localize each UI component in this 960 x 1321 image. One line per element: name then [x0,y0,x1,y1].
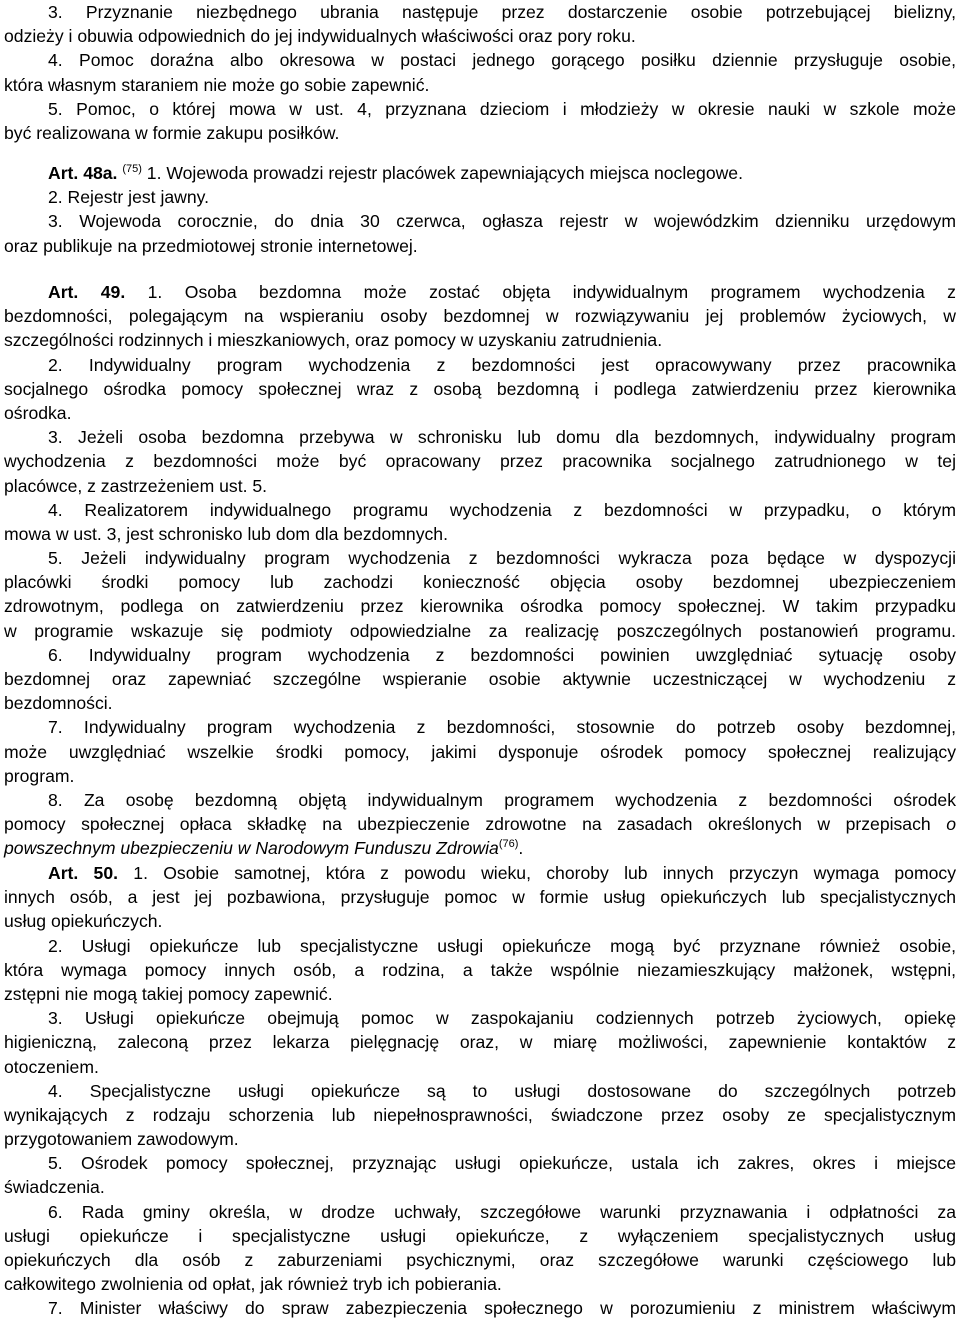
text-line: 5. Ośrodek pomocy społecznej, przyznając usługi opiekuńcze, ustala ich zakres, okres i miejsce [48,1153,956,1174]
text-line: zstępni nie mogą takiej pomocy zapewnić. [4,983,333,1004]
text-line [4,836,956,860]
text-line: usługi opiekuńcze i specjalistyczne usługi opiekuńcze, z wyłączeniem specjalistycznych usług [4,1225,956,1246]
text-line [4,812,956,836]
text-line: 7. Minister właściwy do spraw zabezpieczenia społecznego w porozumieniu z ministrem właściwym [48,1298,956,1319]
text-line: przygotowaniem zawodowym. [4,1129,239,1150]
text-line: 2. Indywidualny program wychodzenia z bezdomności jest opracowywany przez pracownika [48,354,956,375]
text-line: świadczenia. [4,1177,105,1198]
article-number: Art. 48a. [48,163,118,183]
text-line: 5. Pomoc, o której mowa w ust. 4, przyznana dzieciom i młodzieży w okresie nauki w szkole może [48,98,956,119]
text-line: 4. Realizatorem indywidualnego programu wychodzenia z bezdomności w przypadku, o którym [48,499,956,520]
text-line: całkowitego zwolnienia od opłat, jak również tryb ich pobierania. [4,1274,502,1295]
text-line: mowa w ust. 3, jest schronisko lub dom dla bezdomnych. [4,523,448,544]
text-line: odzieży i obuwia odpowiednich do jej indywidualnych właściwości oraz pory roku. [4,26,636,47]
footnote-ref: (76) [498,838,519,851]
text-line: placówki środki pomocy lub zachodzi konieczność objęcia osoby bezdomnej ubezpieczeniem [4,572,956,593]
text-line: oraz publikuje na przedmiotowej stronie internetowej. [4,235,418,256]
text-line: wynikających z rodzaju schorzenia lub niepełnosprawności, świadczone przez osoby ze specjalistycznym [4,1104,956,1125]
text-line: 6. Rada gminy określa, w drodze uchwały, szczegółowe warunki przyznawania i odpłatności za [48,1201,956,1222]
text-line: 8. Za osobę bezdomną objętą indywidualnym programem wychodzenia z bezdomności ośrodek [48,789,956,810]
text-line: 4. Pomoc doraźna albo okresowa w postaci jednego gorącego posiłku dziennie przysługuje osobie, [48,50,956,71]
text-span: 1. Osoba bezdomna może zostać objęta indywidualnym programem wychodzenia z [125,282,956,302]
text-line: opiekuńczych dla osób z zaburzeniami psychicznymi, oraz szczegółowe warunki częściowego lub [4,1250,956,1270]
article-block [4,161,956,258]
text-line [4,280,956,304]
text-line: 2. Rejestr jest jawny. [48,187,210,208]
footnote-ref: (75) [122,163,142,175]
text-line: może uwzględniać wszelkie środki pomocy, jakimi dysponuje ośrodek pomocy społecznej realizujący [4,741,956,762]
text-line: 3. Jeżeli osoba bezdomna przebywa w schronisku lub domu dla bezdomnych, indywidualny program [48,427,956,448]
text-line: która wymaga pomocy innych osób, a rodzina, a także wspólnie niezamieszkujący małżonek, wstępni, [4,959,956,980]
text-span: 1. Wojewoda prowadzi rejestr placówek zapewniających miejsca noclegowe. [141,163,743,183]
text-span: 1. Osobie samotnej, która z powodu wieku, choroby lub innych przyczyn wymaga pomocy [118,863,956,883]
text-span: o [946,814,956,835]
text-line: bezdomnej oraz zapewniać szczególne wspieranie osobie aktywnie uczestniczącej w wychodzeniu z [4,669,956,689]
text-span: powszechnym ubezpieczeniu w Narodowym Funduszu Zdrowia [4,838,499,859]
text-line: 3. Usługi opiekuńcze obejmują pomoc w zaspokajaniu codziennych potrzeb życiowych, opiekę [48,1008,956,1029]
text-line: 6. Indywidualny program wychodzenia z bezdomności powinien uwzględniać sytuację osoby [48,644,956,665]
text-line: 3. Przyznanie niezbędnego ubrania następuje przez dostarczenie osobie potrzebującej bielizny, [48,2,956,22]
text-line: otoczeniem. [4,1056,99,1077]
text-line: socjalnego ośrodka pomocy społecznej wraz z osobą bezdomną i podlega zatwierdzeniu przez kierownika [4,378,956,399]
text-line [4,861,956,885]
text-line: 2. Usługi opiekuńcze lub specjalistyczne usługi opiekuńcze mogą być przyznane również osobie, [48,935,956,956]
article-number: Art. 49. [48,282,126,302]
text-line: w programie wskazuje się podmioty odpowiedzialne za realizację poszczególnych postanowień programu. [4,620,956,641]
text-line: innych osób, a jest jej pozbawiona, przysługuje pomoc w formie usług opiekuńczych lub specjalistycznych [4,887,956,908]
article-block [4,861,956,1321]
text-line: wychodzenia z bezdomności może być opracowany przez pracownika socjalnego zatrudnionego w tej [4,451,956,472]
text-line: bezdomności, polegającym na wspieraniu osoby bezdomnej w rozwiązywaniu jej problemów życiowych, w [4,306,956,327]
text-line: 4. Specjalistyczne usługi opiekuńcze są to usługi dostosowane do szczególnych potrzeb [48,1080,956,1101]
text-line: zdrowotnym, podlega on zatwierdzeniu przez kierownika ośrodka pomocy społecznej. W takim przypadku [4,596,956,617]
text-line: 5. Jeżeli indywidualny program wychodzenia z bezdomności wykracza poza będące w dyspozycji [48,548,956,569]
article-block [4,280,956,861]
text-line: placówce, z zastrzeżeniem ust. 5. [4,475,268,496]
text-line: szczególności rodzinnych i mieszkaniowych, oraz pomocy w uzyskaniu zatrudnienia. [4,330,663,351]
text-line: ośrodka. [4,402,72,423]
text-line: która własnym staraniem nie może go sobie zapewnić. [4,74,430,95]
article-number: Art. 50. [48,863,119,883]
text-line: higieniczną, zaleconą przez lekarza pielęgnację oraz, w miarę możliwości, zapewnienie kontaktów z [4,1032,956,1053]
text-line: bezdomności. [4,693,113,714]
text-line: 7. Indywidualny program wychodzenia z bezdomności, stosownie do potrzeb osoby bezdomnej, [48,717,956,738]
text-line [4,161,956,185]
article-block [4,0,956,145]
text-line: usług opiekuńczych. [4,911,163,932]
text-line: 3. Wojewoda corocznie, do dnia 30 czerwca, ogłasza rejestr w wojewódzkim dzienniku urzędowym [48,211,956,232]
text-line: program. [4,765,75,786]
text-span: . [518,838,524,859]
text-line: być realizowana w formie zakupu posiłków. [4,122,340,143]
text-span: pomocy społecznej opłaca składkę na ubezpieczenie zdrowotne na zasadach określonych w przepisach [4,814,947,835]
